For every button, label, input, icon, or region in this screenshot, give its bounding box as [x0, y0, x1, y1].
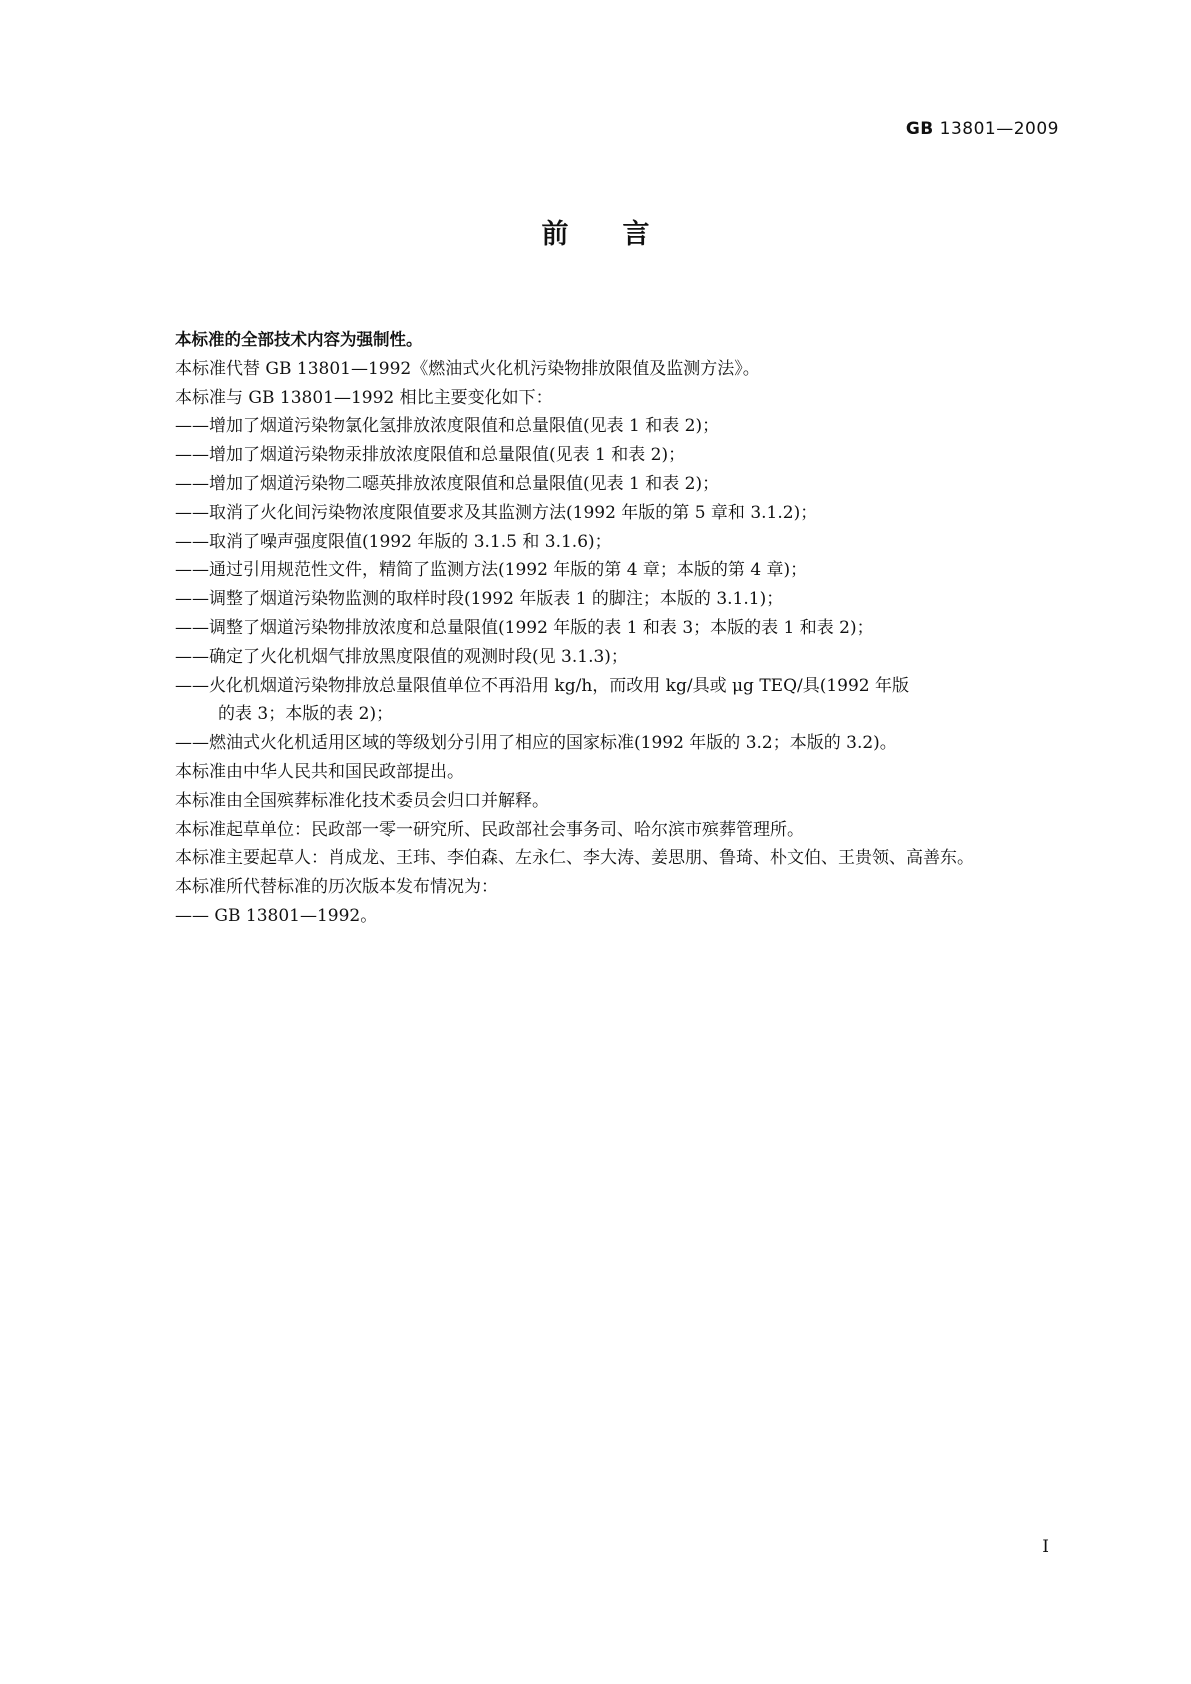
standard-code — [906, 119, 1059, 139]
change-item: ——增加了烟道污染物汞排放浓度限值和总量限值(见表 1 和表 2)； — [175, 445, 686, 466]
change-item: ——调整了烟道污染物监测的取样时段(1992 年版表 1 的脚注；本版的 3.1.1)； — [175, 589, 784, 610]
replacement-statement: 本标准代替 GB 13801—1992《燃油式火化机污染物排放限值及监测方法》。 — [175, 358, 760, 379]
proposer-statement: 本标准由中华人民共和国民政部提出。 — [175, 761, 464, 782]
change-item: ——火化机烟道污染物排放总量限值单位不再沿用 kg/h，而改用 kg/具或 μg TEQ/具(1992 年版 — [175, 675, 910, 696]
change-item: ——取消了火化间污染物浓度限值要求及其监测方法(1992 年版的第 5 章和 3.1.2)； — [175, 502, 818, 523]
history-item: —— GB 13801—1992。 — [175, 905, 378, 926]
change-item: ——调整了烟道污染物排放浓度和总量限值(1992 年版的表 1 和表 3；本版的表 1 和表 2)； — [175, 617, 874, 638]
committee-statement: 本标准由全国殡葬标准化技术委员会归口并解释。 — [175, 790, 549, 811]
history-intro: 本标准所代替标准的历次版本发布情况为： — [175, 877, 498, 898]
change-item: ——确定了火化机烟气排放黑度限值的观测时段(见 3.1.3)； — [175, 646, 628, 667]
change-item-continuation: 的表 3；本版的表 2)； — [218, 704, 394, 725]
page-title-part1: 前 — [541, 219, 569, 250]
change-item: ——通过引用规范性文件，精简了监测方法(1992 年版的第 4 章；本版的第 4 章)； — [175, 560, 808, 581]
change-item: ——取消了噪声强度限值(1992 年版的 3.1.5 和 3.1.6)； — [175, 531, 612, 552]
change-item: ——增加了烟道污染物二噁英排放浓度限值和总量限值(见表 1 和表 2)； — [175, 473, 720, 494]
changes-intro: 本标准与 GB 13801—1992 相比主要变化如下： — [175, 387, 553, 408]
standard-code-number: 13801—2009 — [939, 119, 1059, 139]
page-number: I — [1042, 1537, 1049, 1557]
mandatory-statement: 本标准的全部技术内容为强制性。 — [175, 330, 423, 349]
drafting-units: 本标准起草单位：民政部一零一研究所、民政部社会事务司、哈尔滨市殡葬管理所。 — [175, 819, 804, 840]
page-title — [0, 212, 1191, 251]
drafters: 本标准主要起草人：肖成龙、王玮、李伯森、左永仁、李大涛、姜思朋、鲁琦、朴文伯、王贵领、高善东。 — [175, 848, 974, 869]
change-item: ——燃油式火化机适用区域的等级划分引用了相应的国家标准(1992 年版的 3.2；本版的 3.2)。 — [175, 733, 897, 754]
page-title-part2: 言 — [622, 219, 650, 250]
foreword-body — [175, 326, 1063, 931]
change-item: ——增加了烟道污染物氯化氢排放浓度限值和总量限值(见表 1 和表 2)； — [175, 416, 720, 437]
standard-code-prefix: GB — [905, 119, 934, 139]
